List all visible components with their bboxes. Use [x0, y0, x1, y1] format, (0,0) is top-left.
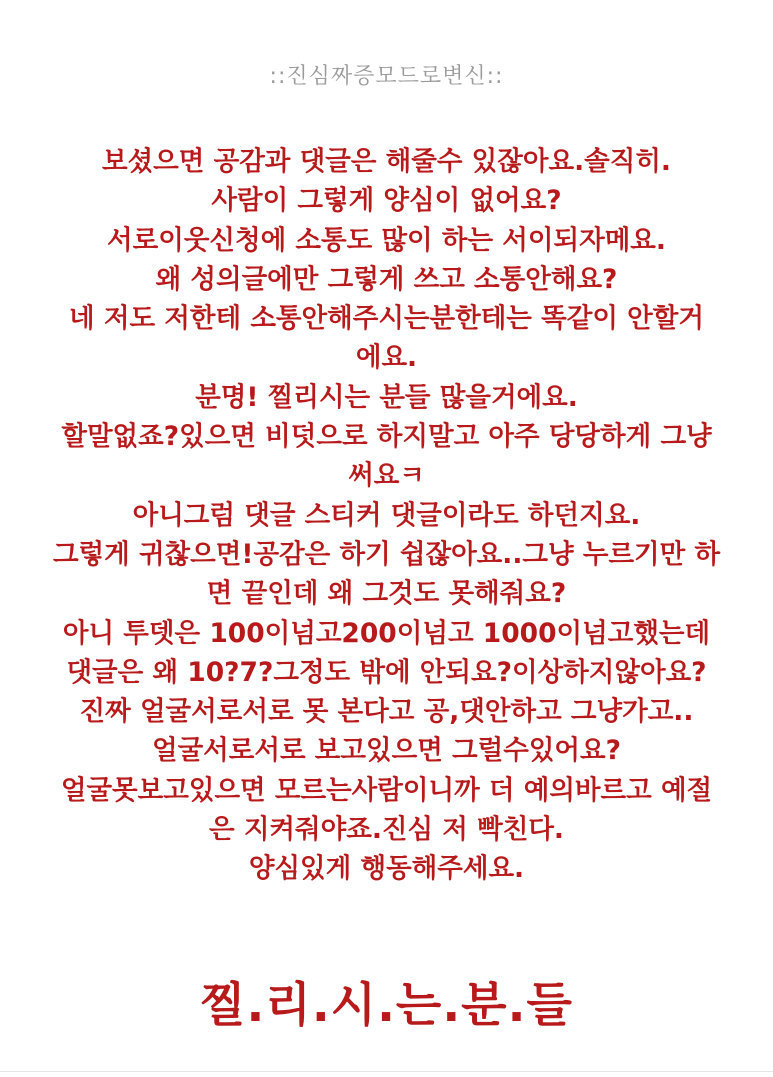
post-line: 그렇게 귀찮으면!공감은 하기 쉽잖아요..그냥 누르기만 하 — [52, 538, 721, 570]
post-line: 진짜 얼굴서로서로 못 본다고 공,댓안하고 그냥가고.. — [79, 696, 694, 728]
post-line: 댓글은 왜 10?7?그정도 밖에 안되요?이상하지않아요? — [66, 656, 707, 688]
post-line: 아니 투뎃은 100이넘고200이넘고 1000이넘고했는데 — [62, 617, 711, 649]
post-line: 분명! 찔리시는 분들 많을거에요. — [195, 381, 578, 413]
post-body — [30, 142, 743, 889]
post-line: 은 지켜줘야죠.진심 저 빡친다. — [209, 814, 564, 846]
post-line: 써요ㅋ — [348, 460, 425, 492]
post-line: 에요. — [355, 342, 418, 374]
post-line: 얼굴서로서로 보고있으면 그럴수있어요? — [151, 735, 621, 767]
post-line: 왜 성의글에만 그렇게 쓰고 소통안해요? — [155, 263, 618, 295]
post-header-title: ::진심짜증모드로변신:: — [269, 64, 504, 89]
post-line: 서로이웃신청에 소통도 많이 하는 서이되자메요. — [107, 224, 666, 256]
post-line: 얼굴못보고있으면 모르는사람이니까 더 예의바르고 예절 — [60, 774, 713, 806]
bottom-divider — [0, 1071, 773, 1072]
post-closing-text: 찔.리.시.는.분.들 — [200, 978, 573, 1033]
post-line: 할말없죠?있으면 비덧으로 하지말고 아주 당당하게 그냥 — [61, 421, 712, 453]
post-line: 사람이 그렇게 양심이 없어요? — [211, 185, 562, 217]
post-line: 네 저도 저한테 소통안해주시는분한테는 똑같이 안할거 — [69, 303, 704, 335]
post-line: 양심있게 행동해주세요. — [248, 853, 525, 885]
post-line: 보셨으면 공감과 댓글은 해줄수 있잖아요.솔직히. — [101, 146, 672, 177]
post-line: 면 끝인데 왜 그것도 못해줘요? — [206, 578, 567, 610]
post-line: 아니그럼 댓글 스티커 댓글이라도 하던지요. — [132, 499, 641, 531]
